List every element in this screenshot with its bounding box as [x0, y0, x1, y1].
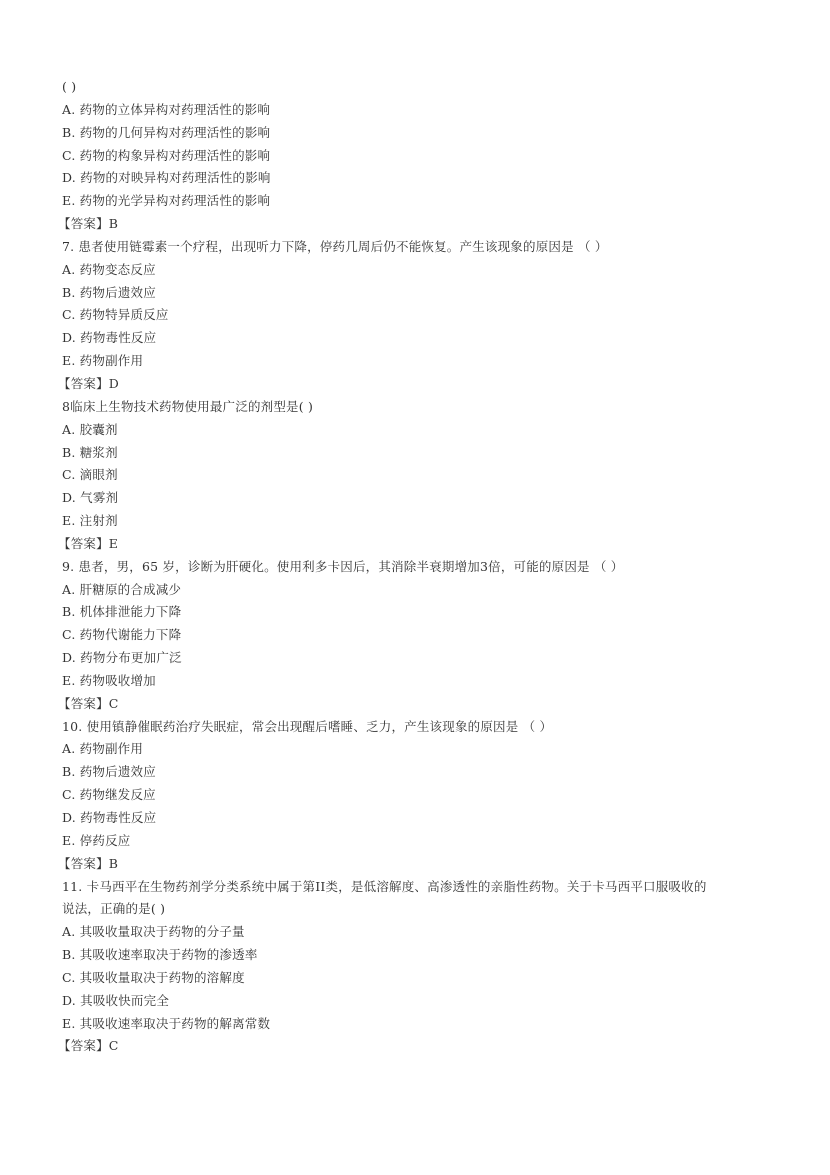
option-d: D. 药物的对映异构对药理活性的影响	[62, 170, 271, 186]
option-d: D. 气雾剂	[62, 490, 119, 506]
answer: 【答案】B	[58, 216, 119, 232]
question-stem: 10. 使用镇静催眠药治疗失眠症，常会出现醒后嗜睡、乏力，产生该现象的原因是 （ ）	[62, 718, 553, 734]
question-10	[58, 716, 772, 876]
question-6-continuation	[58, 76, 772, 236]
document-page	[58, 76, 772, 1058]
option-c: C. 其吸收量取决于药物的溶解度	[62, 969, 245, 985]
question-stem-line-1: 11. 卡马西平在生物药剂学分类系统中属于第II类，是低溶解度、高渗透性的亲脂性药物。关于卡马西平口服吸收的	[62, 878, 707, 894]
option-c: C. 药物代谢能力下降	[62, 627, 182, 643]
option-a: A. 药物的立体异构对药理活性的影响	[62, 101, 271, 117]
option-e: E. 其吸收速率取决于药物的解离常数	[62, 1015, 271, 1031]
answer: 【答案】B	[58, 855, 119, 871]
option-e: E. 停药反应	[62, 832, 131, 848]
question-stem: 9. 患者，男，65 岁，诊断为肝硬化。使用利多卡因后，其消除半衰期增加3倍，可能的原因是 （ ）	[62, 558, 624, 574]
question-stem: 7. 患者使用链霉素一个疗程，出现听力下降，停药几周后仍不能恢复。产生该现象的原因是 （ ）	[62, 238, 608, 254]
option-b: B. 药物后遗效应	[62, 284, 156, 300]
option-a: A. 药物副作用	[62, 741, 144, 757]
option-b: B. 机体排泄能力下降	[62, 604, 182, 620]
option-e: E. 注射剂	[62, 513, 118, 529]
option-c: C. 药物继发反应	[62, 787, 156, 803]
question-7	[58, 236, 772, 396]
question-11	[58, 876, 772, 1059]
question-stem: 8临床上生物技术药物使用最广泛的剂型是( )	[62, 398, 314, 414]
option-a: A. 药物变态反应	[62, 261, 156, 277]
option-d: D. 药物毒性反应	[62, 810, 157, 825]
option-e: E. 药物副作用	[62, 353, 144, 369]
answer: 【答案】E	[58, 535, 119, 551]
answer: 【答案】D	[58, 375, 120, 391]
option-c: C. 药物的构象异构对药理活性的影响	[62, 147, 271, 163]
option-b: B. 药物后遗效应	[62, 764, 156, 780]
answer: 【答案】C	[58, 1038, 119, 1054]
answer: 【答案】C	[58, 695, 119, 711]
option-a: A. 其吸收量取决于药物的分子量	[62, 924, 245, 940]
option-d: D. 药物分布更加广泛	[62, 650, 182, 666]
question-8	[58, 396, 772, 556]
option-a: A. 肝糖原的合成减少	[62, 581, 182, 597]
question-stem-tail: ( )	[62, 79, 77, 94]
option-b: B. 其吸收速率取决于药物的渗透率	[62, 947, 258, 963]
option-b: B. 药物的几何异构对药理活性的影响	[62, 124, 271, 140]
option-a: A. 胶囊剂	[62, 421, 118, 437]
option-e: E. 药物吸收增加	[62, 672, 156, 688]
option-d: D. 药物毒性反应	[62, 330, 157, 346]
question-9	[58, 556, 772, 716]
option-c: C. 滴眼剂	[62, 467, 118, 483]
option-c: C. 药物特异质反应	[62, 307, 169, 323]
option-b: B. 糖浆剂	[62, 444, 118, 460]
option-e: E. 药物的光学异构对药理活性的影响	[62, 193, 271, 209]
option-d: D. 其吸收快而完全	[62, 992, 170, 1008]
question-stem-line-2: 说法，正确的是( )	[62, 901, 166, 917]
